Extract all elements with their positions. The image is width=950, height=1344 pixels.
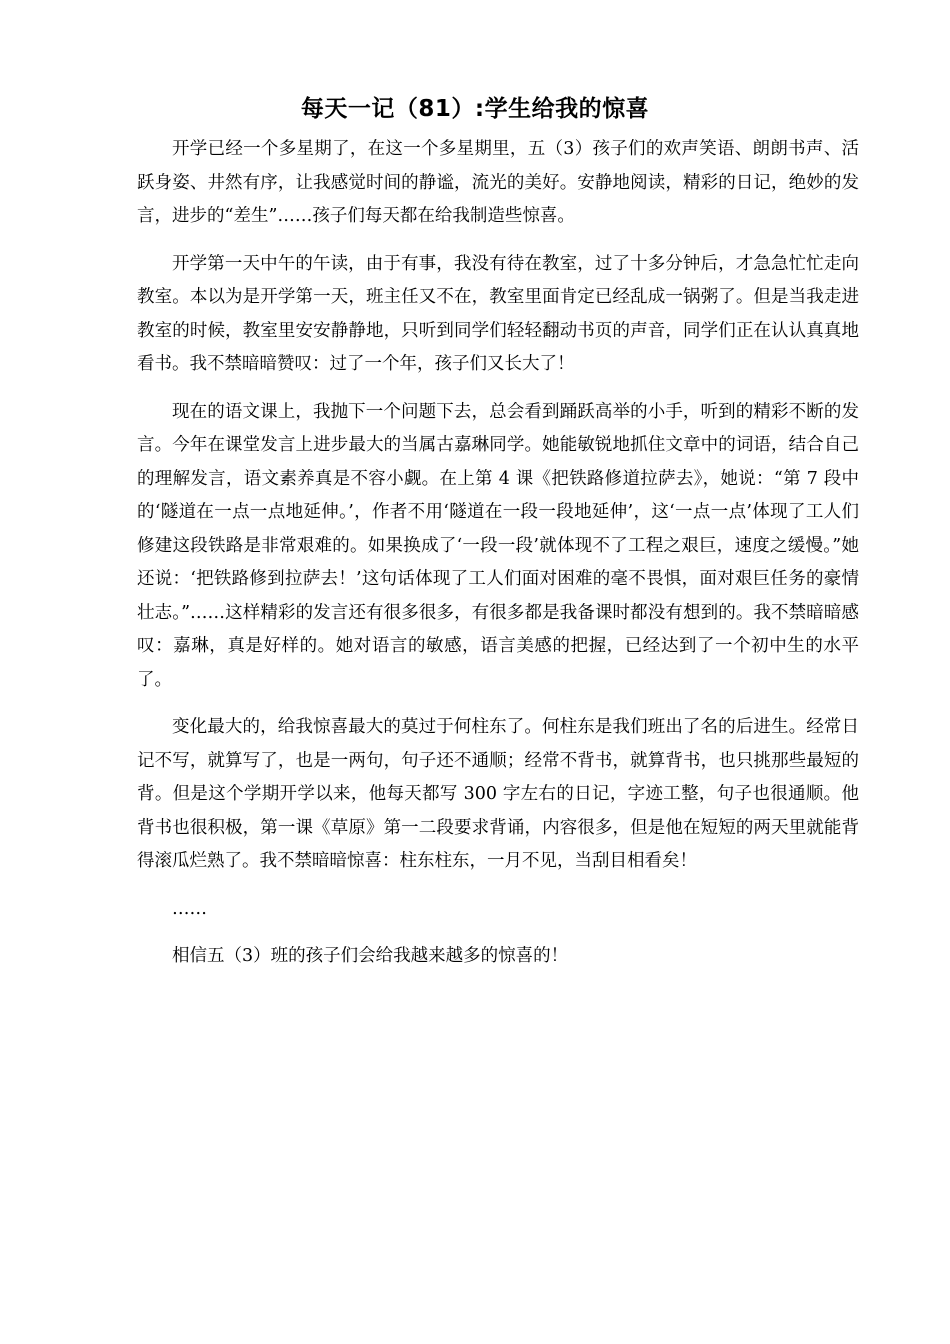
paragraph-1: 开学已经一个多星期了，在这一个多星期里，五（3）孩子们的欢声笑语、朗朗书声、活跃身姿、井然有序，让我感觉时间的静谧，流光的美好。安静地阅读，精彩的日记，绝妙的发言，进步的“差生”……孩子们每天都在给我制造些惊喜。 <box>137 139 859 226</box>
document-body <box>137 133 859 988</box>
paragraph-2: 开学第一天中午的午读，由于有事，我没有待在教室，过了十多分钟后，才急急忙忙走向教室。本以为是开学第一天，班主任又不在，教室里面肯定已经乱成一锅粥了。但是当我走进教室的时候，教室里安安静静地，只听到同学们轻轻翻动书页的声音，同学们正在认认真真地看书。我不禁暗暗赞叹：过了一个年，孩子们又长大了！ <box>137 253 859 374</box>
paragraph-ellipsis: …… <box>172 898 207 919</box>
document-title: 每天一记（81）:学生给我的惊喜 <box>300 96 650 122</box>
paragraph-3: 现在的语文课上，我抛下一个问题下去，总会看到踊跃高举的小手，听到的精彩不断的发言。今年在课堂发言上进步最大的当属古嘉琳同学。她能敏锐地抓住文章中的词语，结合自己的理解发言，语文素养真是不容小觑。在上第 4 课《把铁路修道拉萨去》，她说：“第 7 段中的‘隧道在一点一点地延伸。’，作者不用‘隧道在一段一段地延伸’，这‘一点一点’体现了工人们修建这段铁路是非常艰难的。如果换成了‘一段一段’就体现不了工程之艰巨，速度之缓慢。”她还说：‘把铁路修到拉萨去！’这句话体现了工人们面对困难的毫不畏惧，面对艰巨任务的豪情壮志。”……这样精彩的发言还有很多很多，有很多都是我备课时都没有想到的。我不禁暗暗感叹：嘉琳，真是好样的。她对语言的敏感，语言美感的把握，已经达到了一个初中生的水平了。 <box>137 401 859 690</box>
paragraph-closing: 相信五（3）班的孩子们会给我越来越多的惊喜的！ <box>172 946 569 966</box>
paragraph-4: 变化最大的，给我惊喜最大的莫过于何柱东了。何柱东是我们班出了名的后进生。经常日记不写，就算写了，也是一两句，句子还不通顺；经常不背书，就算背书，也只挑那些最短的背。但是这个学期开学以来，他每天都写 300 字左右的日记，字迹工整，句子也很通顺。他背书也很积极，第一课《草原》第一二段要求背诵，内容很多，但是他在短短的两天里就能背得滚瓜烂熟了。我不禁暗暗惊喜：柱东柱东，一月不见，当刮目相看矣！ <box>137 717 859 871</box>
